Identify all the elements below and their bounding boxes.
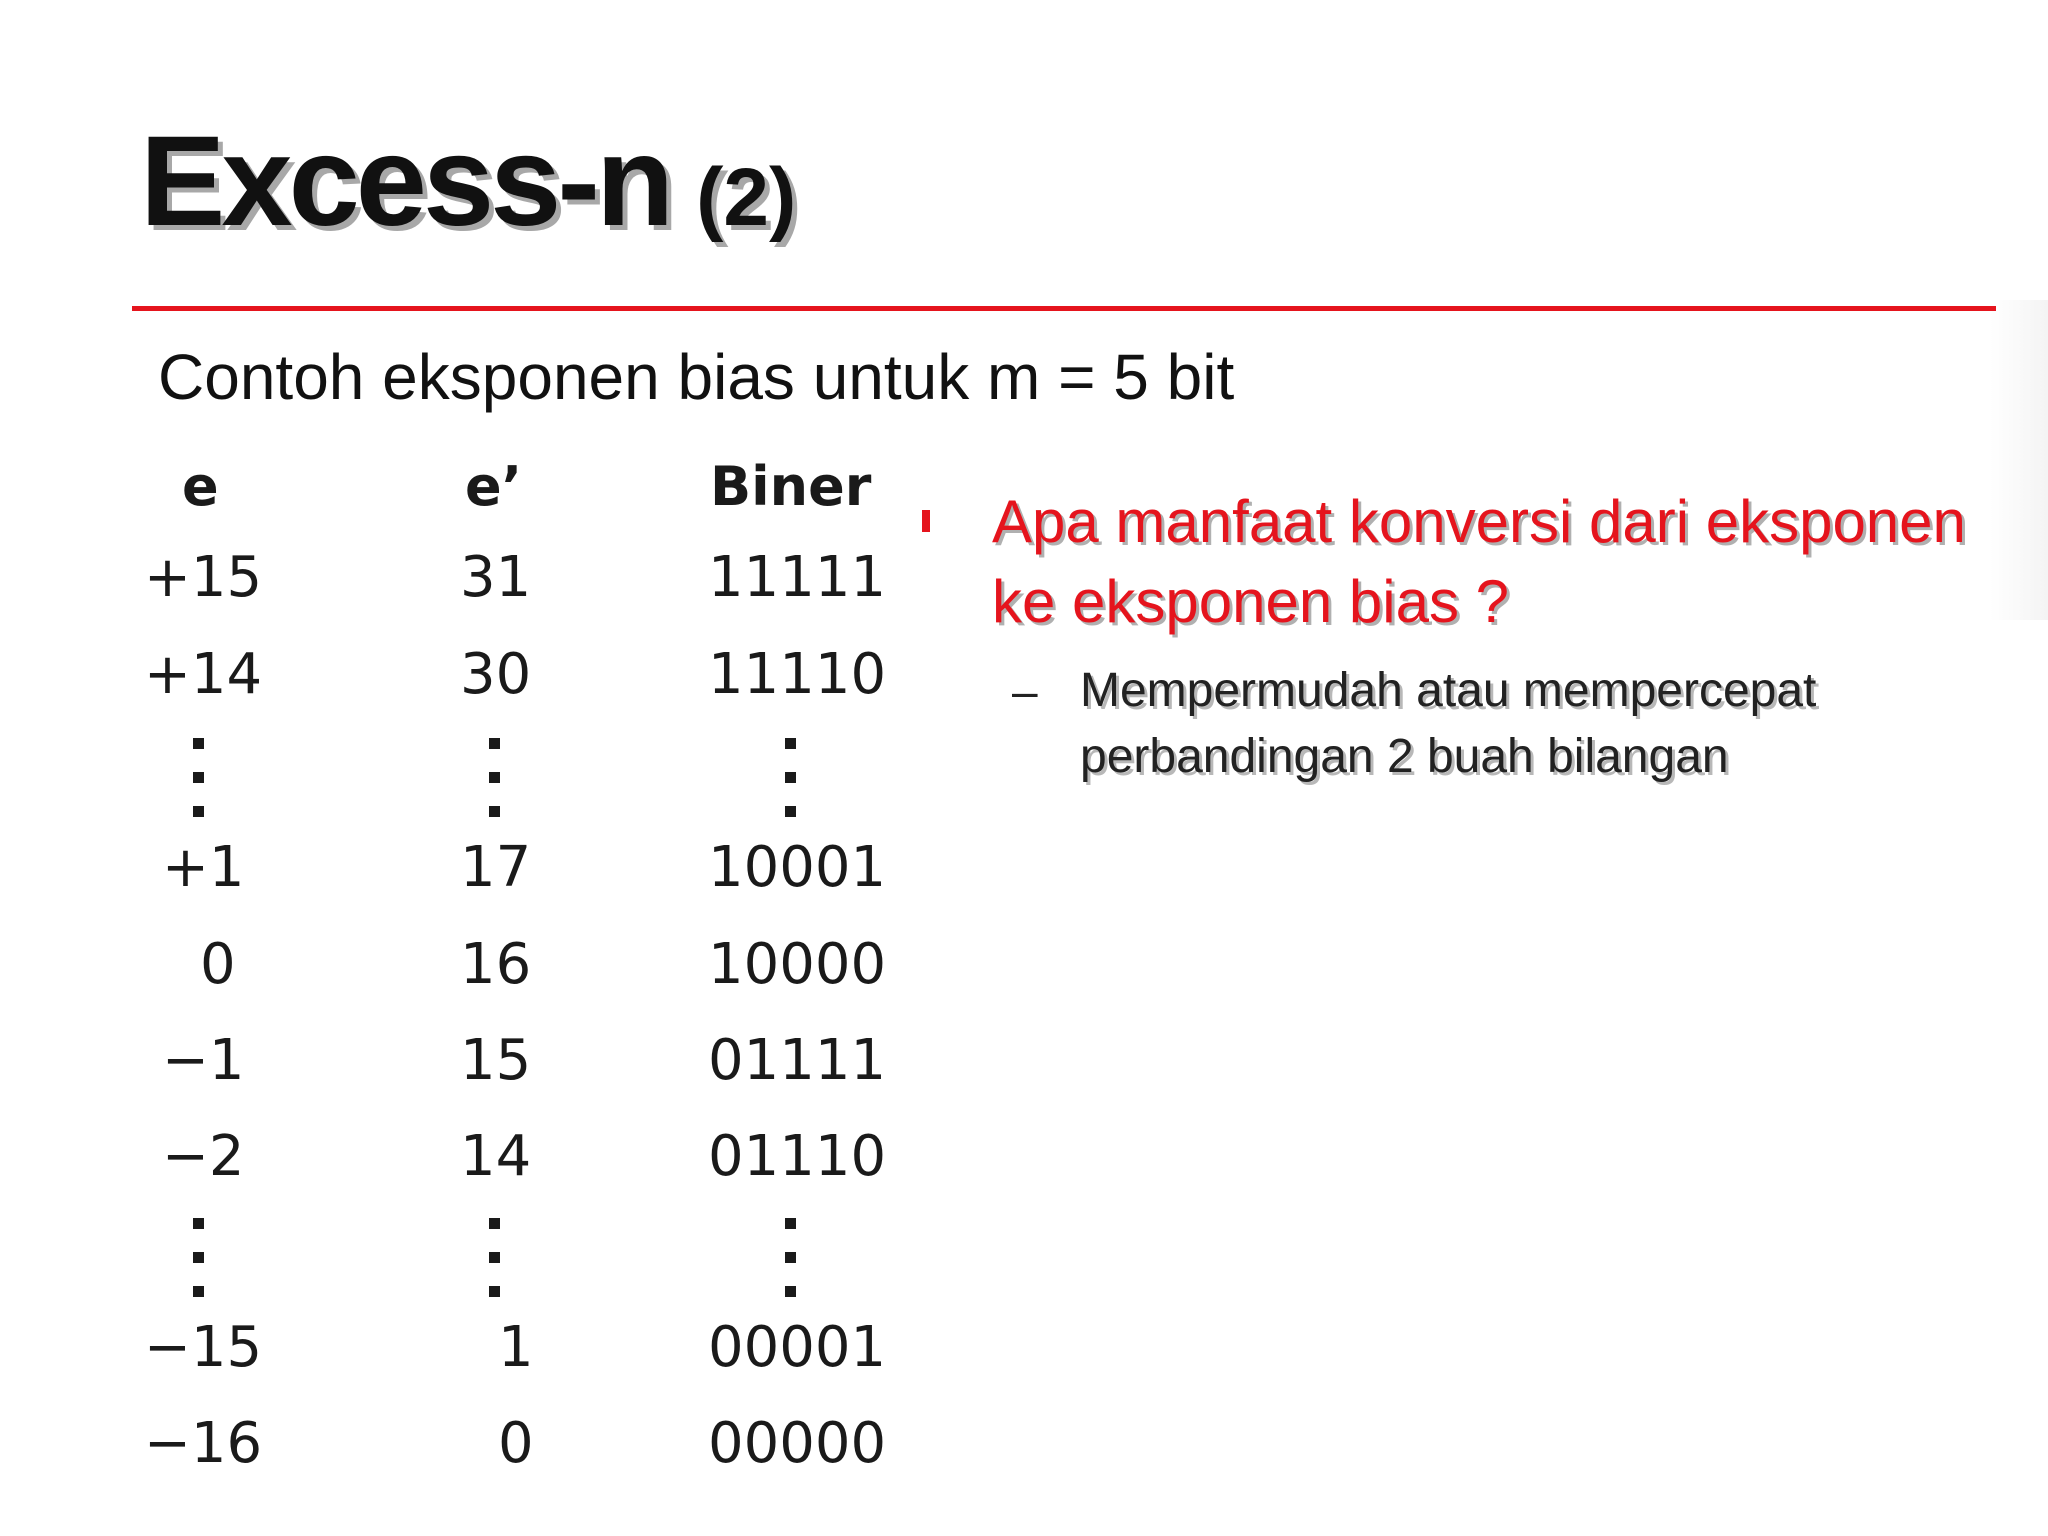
sub-bullet-dash: –	[1012, 665, 1038, 717]
question-text: Apa manfaat konversi dari eksponen ke eksponen bias ?	[992, 488, 1966, 635]
table-cell-e-prime: 16	[460, 932, 532, 997]
table-cell-biner: 00000	[708, 1411, 887, 1476]
table-cell-e-prime: 1	[498, 1315, 534, 1380]
table-cell-e-prime: 31	[460, 545, 532, 610]
ellipsis-e-prime	[489, 1218, 501, 1298]
title-main: Excess-n	[140, 110, 671, 253]
table-cell-e-prime: 17	[460, 835, 532, 900]
table-cell-e: +15	[144, 545, 263, 610]
table-cell-biner: 10001	[708, 835, 887, 900]
table-cell-e: 0	[200, 932, 236, 997]
ellipsis-e-prime	[489, 738, 501, 818]
header-e: e	[182, 455, 219, 518]
table-cell-e: −16	[144, 1411, 263, 1476]
slide-title	[140, 108, 796, 255]
table-cell-e: −2	[162, 1124, 245, 1189]
subtitle: Contoh eksponen bias untuk m = 5 bit	[158, 341, 1235, 413]
header-biner: Biner	[710, 455, 872, 518]
table-cell-e: −1	[162, 1028, 245, 1093]
ellipsis-biner	[785, 1218, 797, 1298]
title-divider	[132, 306, 1996, 311]
ellipsis-e	[193, 738, 205, 818]
table-cell-e-prime: 14	[460, 1124, 532, 1189]
table-cell-e-prime: 0	[498, 1411, 534, 1476]
table-cell-biner: 01111	[708, 1028, 887, 1093]
table-cell-biner: 11110	[708, 642, 887, 707]
table-cell-e: −15	[144, 1315, 263, 1380]
ellipsis-e	[193, 1218, 205, 1298]
table-cell-biner: 11111	[708, 545, 887, 610]
ellipsis-biner	[785, 738, 797, 818]
table-cell-e-prime: 30	[460, 642, 532, 707]
table-cell-biner: 10000	[708, 932, 887, 997]
table-cell-e: +1	[162, 835, 245, 900]
title-number: (2)	[696, 152, 797, 243]
table-cell-e-prime: 15	[460, 1028, 532, 1093]
table-cell-e: +14	[144, 642, 263, 707]
header-e-prime: e’	[465, 455, 523, 518]
table-cell-biner: 01110	[708, 1124, 887, 1189]
bullet-marker	[922, 510, 930, 532]
table-cell-biner: 00001	[708, 1315, 887, 1380]
answer-text: Mempermudah atau mempercepat perbandingan 2 buah bilangan	[1080, 664, 1817, 783]
